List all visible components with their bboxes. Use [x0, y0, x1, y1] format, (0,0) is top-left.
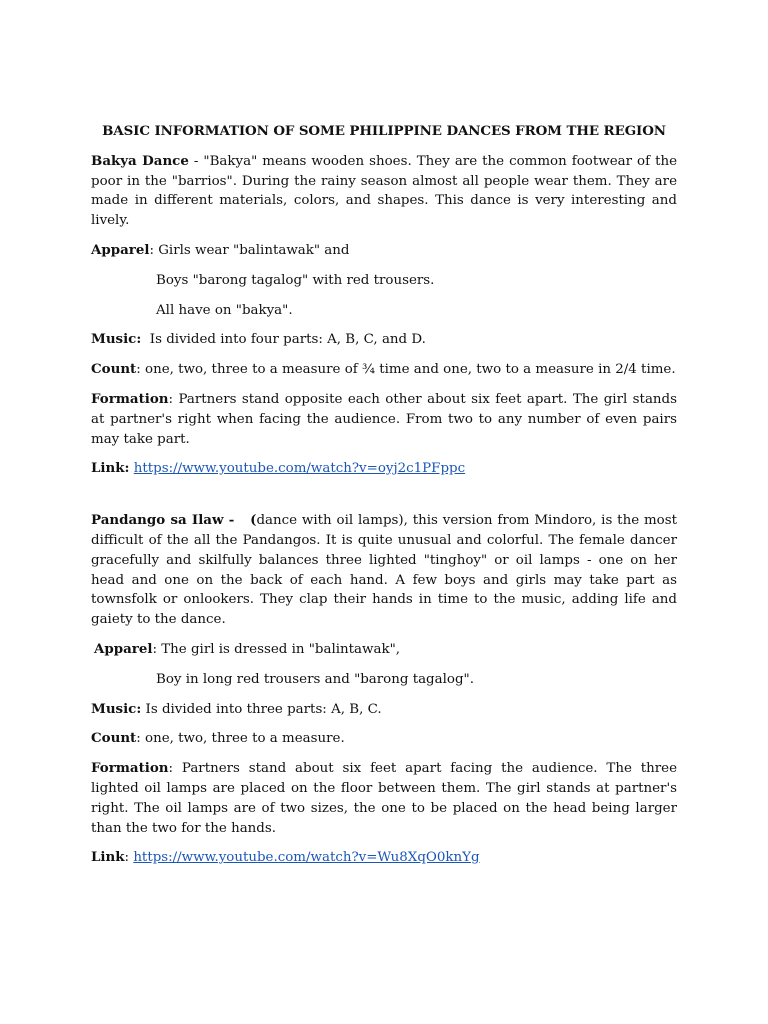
bakya-apparel-line2: Boys "barong tagalog" with red trousers. [156, 272, 435, 288]
pandango-description-subtitle: dance with oil lamps [256, 513, 399, 529]
pandango-count-label: Count [91, 730, 137, 747]
pandango-apparel-line1: : The girl is dressed in "balintawak", [152, 641, 400, 657]
bakya-apparel-label: Apparel [91, 241, 150, 258]
pandango-apparel-label: Apparel [94, 640, 153, 657]
pandango-formation [91, 759, 677, 838]
section-gap [91, 489, 677, 511]
bakya-link-label: Link: [91, 460, 130, 477]
bakya-name: Bakya Dance [91, 152, 189, 169]
pandango-formation-text: : Partners stand about six feet apart facing the audience. The three lighted oil lamps are placed on the floor between them. The girl stands at partner's right. The oil lamps are of two sizes, the one to be placed on the head being larger than the two for the hands. [91, 761, 677, 836]
document-title: BASIC INFORMATION OF SOME PHILIPPINE DANCES FROM THE REGION [102, 123, 666, 139]
bakya-count-text: : one, two, three to a measure of ¾ time and one, two to a measure in 2/4 time. [136, 362, 676, 378]
pandango-description [91, 511, 677, 630]
bakya-apparel-line3: All have on "bakya". [156, 302, 293, 318]
pandango-youtube-link[interactable]: https://www.youtube.com/watch?v=Wu8XqO0knYg [133, 850, 480, 866]
bakya-apparel [91, 241, 677, 261]
pandango-apparel [91, 640, 677, 660]
bakya-formation-text: : Partners stand opposite each other about six feet apart. The girl stands at partner's right when facing the audience. From two to any number of even pairs may take part. [91, 391, 677, 447]
pandango-link [91, 848, 677, 868]
pandango-link-separator: : [124, 850, 134, 866]
pandango-description-close: ), this version from Mindoro, is the most difficult of the all the Pandangos. It is quite unusual and colorful. The female dancer gracefully and skilfully balances three lighted "tinghoy" or oil lamps - one on her head and one on the back of each hand. A few boys and girls may take part as townsfolk or onlookers. They clap their hands in time to the music, adding life and gaiety to the dance. [91, 513, 677, 628]
pandango-music-text: Is divided into three parts: A, B, C. [141, 701, 382, 717]
bakya-apparel-line1: : Girls wear "balintawak" and [149, 242, 350, 258]
pandango-formation-label: Formation [91, 760, 169, 777]
bakya-music-label: Music: [91, 331, 142, 348]
bakya-description [91, 152, 677, 231]
bakya-count [91, 360, 677, 380]
bakya-music [91, 330, 677, 350]
pandango-count-text: : one, two, three to a measure. [136, 731, 345, 747]
pandango-music [91, 700, 677, 720]
bakya-formation [91, 390, 677, 449]
bakya-music-text: Is divided into four parts: A, B, C, and D. [141, 332, 426, 348]
pandango-count [91, 729, 677, 749]
bakya-description-text: - "Bakya" means wooden shoes. They are the common footwear of the poor in the "barrios". During the rainy season almost all people wear them. They are made in different materials, colors, and shapes. This dance is very interesting and lively. [91, 153, 677, 229]
pandango-link-label: Link [91, 849, 125, 866]
bakya-formation-label: Formation [91, 390, 169, 407]
pandango-name: Pandango sa Ilaw [91, 512, 224, 529]
pandango-description-open: - ( [223, 512, 257, 529]
bakya-link [91, 459, 677, 479]
bakya-youtube-link[interactable]: https://www.youtube.com/watch?v=oyj2c1PFppc [133, 461, 466, 477]
pandango-apparel-line2: Boy in long red trousers and "barong tagalog". [156, 671, 474, 687]
pandango-music-label: Music: [91, 700, 142, 717]
document-page [91, 122, 677, 878]
bakya-count-label: Count [91, 361, 137, 378]
